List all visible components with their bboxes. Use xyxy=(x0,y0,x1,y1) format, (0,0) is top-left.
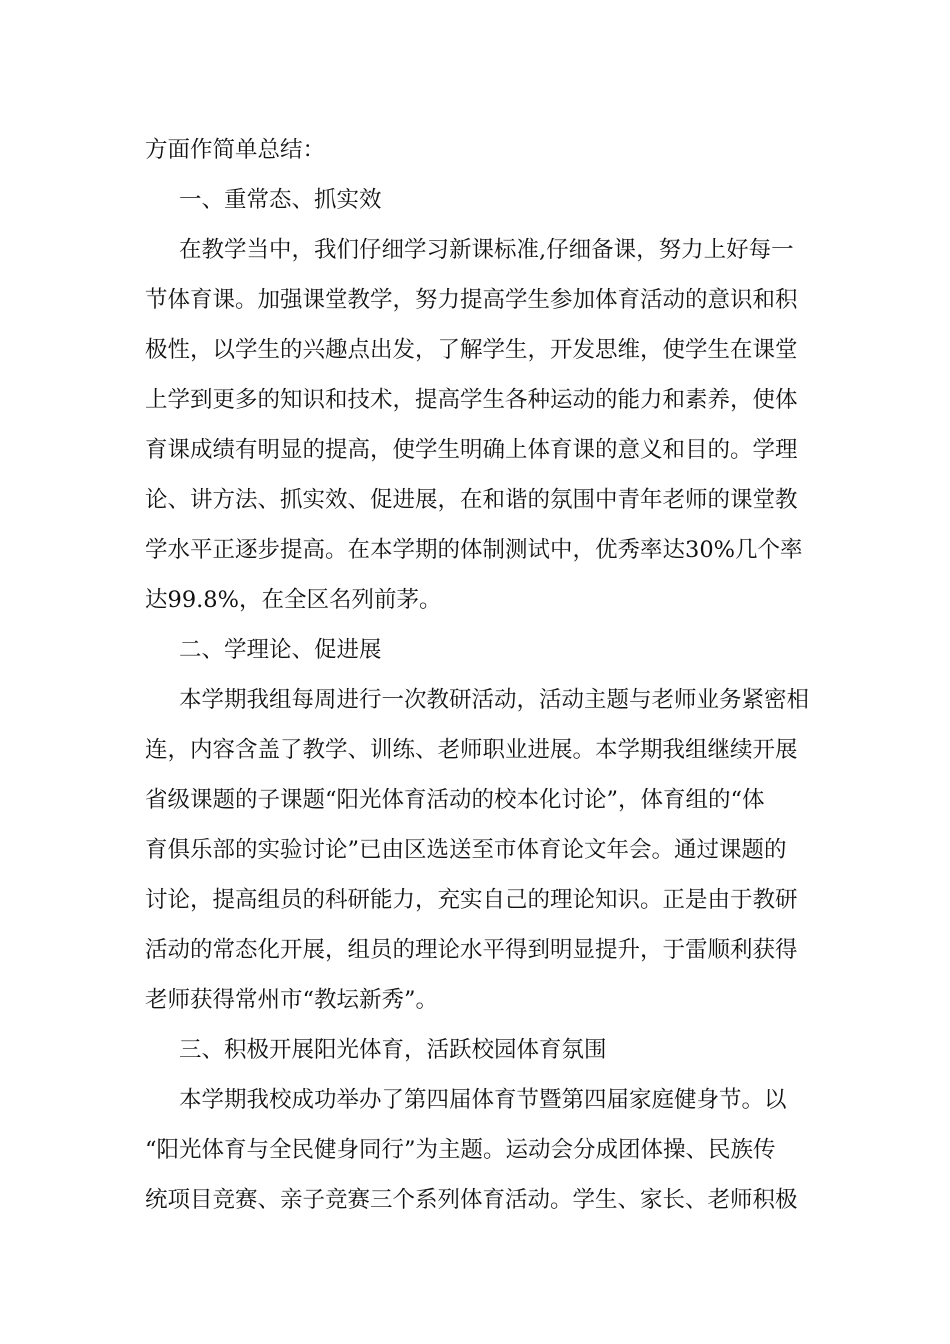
paragraph-1-line-2: 节体育课。加强课堂教学，努力提高学生参加体育活动的意识和积 xyxy=(145,287,798,313)
section-heading-1: 一、重常态、抓实效 xyxy=(179,187,382,213)
section-heading-2: 二、学理论、促进展 xyxy=(179,637,382,663)
paragraph-2-line-3: 省级课题的子课题“阳光体育活动的校本化讨论”，体育组的“体 xyxy=(145,787,765,813)
text-line-continuation: 方面作简单总结： xyxy=(145,137,326,163)
paragraph-2-line-2: 连，内容含盖了教学、训练、老师职业进展。本学期我组继续开展 xyxy=(145,737,798,763)
paragraph-2-line-6: 活动的常态化开展，组员的理论水平得到明显提升，于雷顺利获得 xyxy=(145,937,798,963)
paragraph-3-line-2: “阳光体育与全民健身同行”为主题。运动会分成团体操、民族传 xyxy=(145,1137,776,1163)
paragraph-2-line-5: 讨论，提高组员的科研能力，充实自己的理论知识。正是由于教研 xyxy=(145,887,798,913)
section-heading-3: 三、积极开展阳光体育，活跃校园体育氛围 xyxy=(179,1037,607,1063)
paragraph-1-line-3: 极性，以学生的兴趣点出发，了解学生，开发思维，使学生在课堂 xyxy=(145,337,798,363)
paragraph-3-line-3: 统项目竞赛、亲子竞赛三个系列体育活动。学生、家长、老师积极 xyxy=(145,1187,798,1213)
paragraph-2-line-7: 老师获得常州市“教坛新秀”。 xyxy=(145,987,439,1013)
paragraph-2-line-4: 育俱乐部的实验讨论”已由区选送至市体育论文年会。通过课题的 xyxy=(145,837,787,863)
paragraph-1-line-4: 上学到更多的知识和技术，提高学生各种运动的能力和素养，使体 xyxy=(145,387,798,413)
paragraph-1-line-5: 育课成绩有明显的提高，使学生明确上体育课的意义和目的。学理 xyxy=(145,437,798,463)
paragraph-1-line-8: 达99.8%，在全区名列前茅。 xyxy=(145,587,442,613)
paragraph-1-line-6: 论、讲方法、抓实效、促进展，在和谐的氛围中青年老师的课堂教 xyxy=(145,487,798,513)
paragraph-2-line-1: 本学期我组每周进行一次教研活动，活动主题与老师业务紧密相 xyxy=(179,687,810,713)
paragraph-1-line-1: 在教学当中，我们仔细学习新课标准,仔细备课，努力上好每一 xyxy=(179,237,794,263)
paragraph-3-line-1: 本学期我校成功举办了第四届体育节暨第四届家庭健身节。以 xyxy=(179,1087,787,1113)
paragraph-1-line-7: 学水平正逐步提高。在本学期的体制测试中，优秀率达30%几个率 xyxy=(145,537,803,563)
